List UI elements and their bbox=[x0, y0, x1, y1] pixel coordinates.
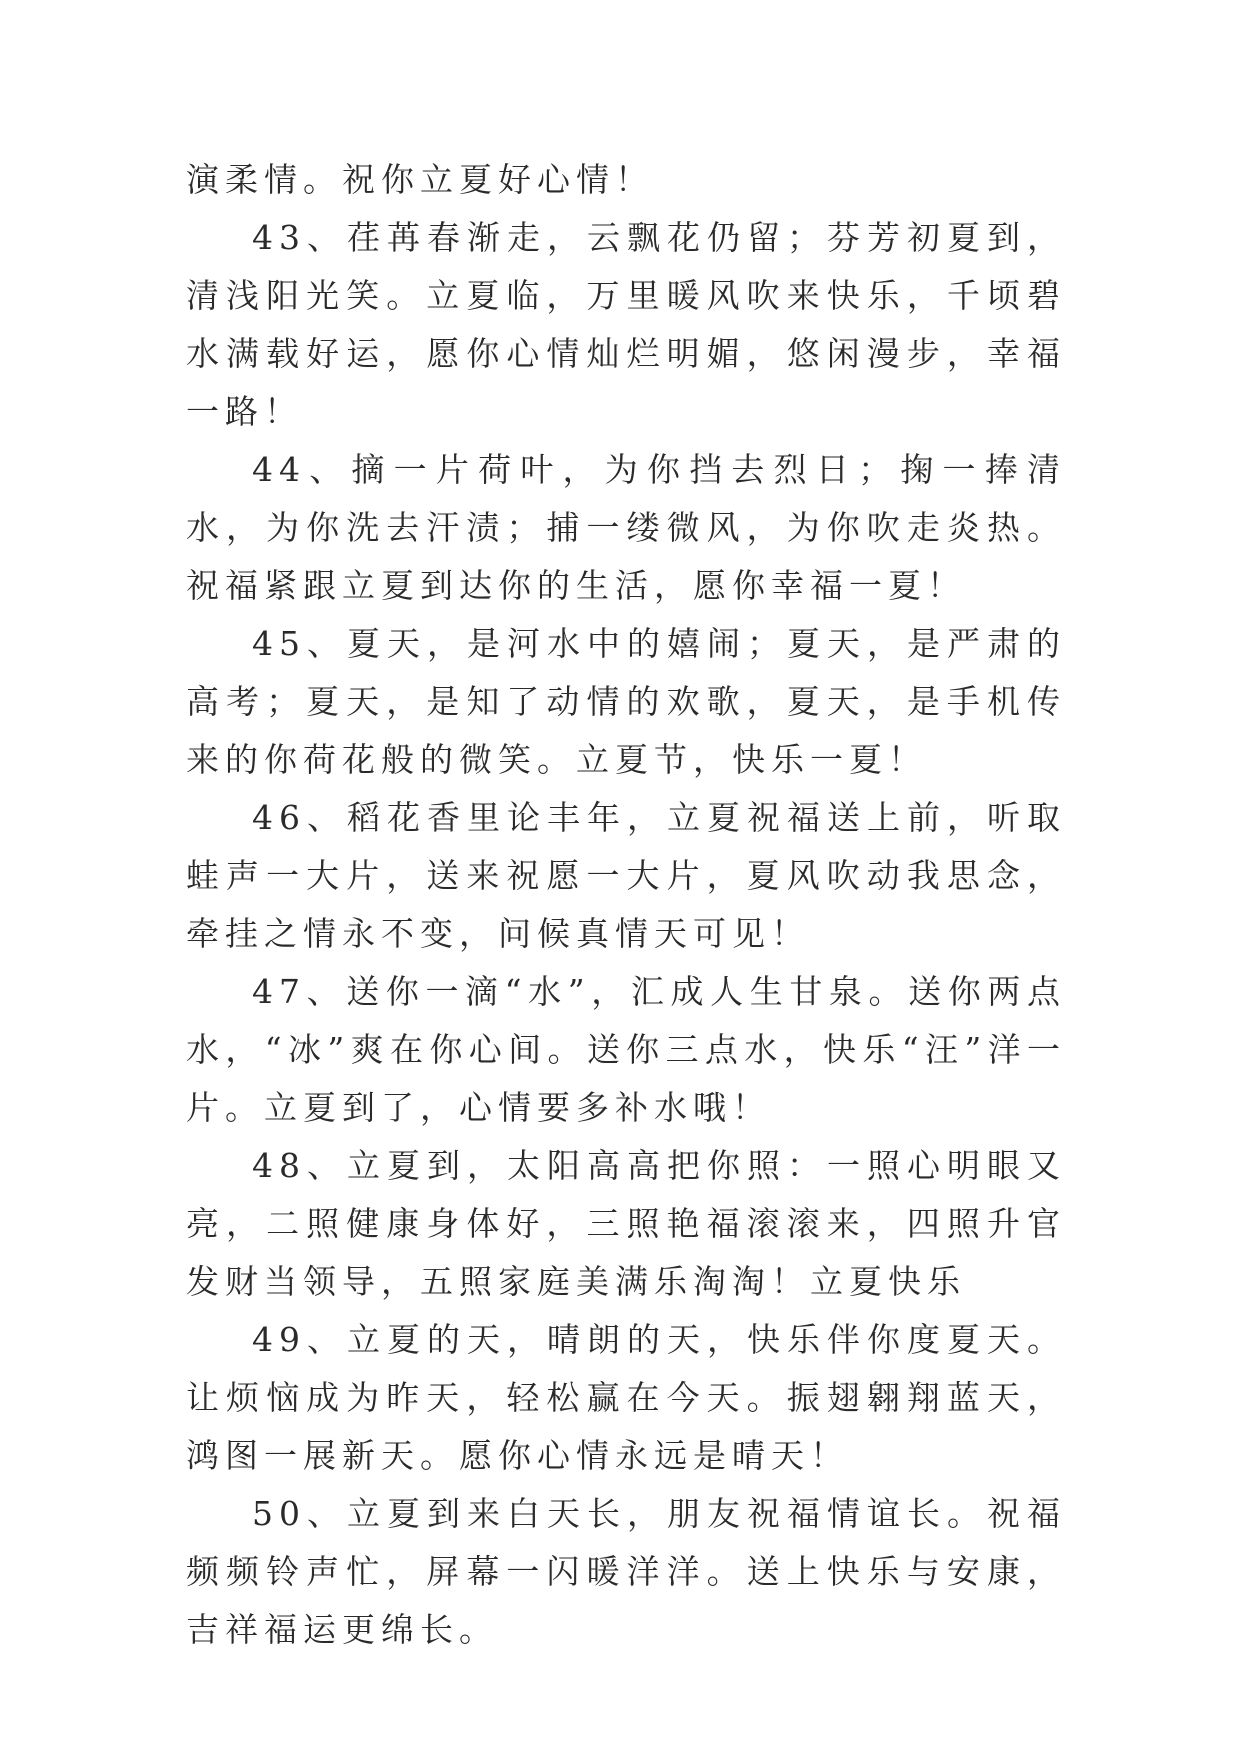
paragraph-45: 45、夏天，是河水中的嬉闹；夏天，是严肃的高考；夏天，是知了动情的欢歌，夏天，是手机传来的你荷花般的微笑。立夏节，快乐一夏！ bbox=[186, 624, 1066, 779]
paragraph-50: 50、立夏到来白天长，朋友祝福情谊长。祝福频频铃声忙，屏幕一闪暖洋洋。送上快乐与安康，吉祥福运更绵长。 bbox=[186, 1494, 1066, 1649]
paragraph-49: 49、立夏的天，晴朗的天，快乐伴你度夏天。让烦恼成为昨天，轻松赢在今天。振翅翱翔蓝天，鸿图一展新天。愿你心情永远是晴天！ bbox=[186, 1320, 1066, 1475]
paragraph-43: 43、荏苒春渐走，云飘花仍留；芬芳初夏到，清浅阳光笑。立夏临，万里暖风吹来快乐，千顷碧水满载好运，愿你心情灿烂明媚，悠闲漫步，幸福一路！ bbox=[186, 218, 1066, 431]
paragraph-44: 44、摘一片荷叶，为你挡去烈日；掬一捧清水，为你洗去汗渍；捕一缕微风，为你吹走炎热。祝福紧跟立夏到达你的生活，愿你幸福一夏！ bbox=[186, 450, 1066, 605]
paragraph-48: 48、立夏到，太阳高高把你照：一照心明眼又亮，二照健康身体好，三照艳福滚滚来，四照升官发财当领导，五照家庭美满乐淘淘！立夏快乐 bbox=[186, 1146, 1066, 1301]
paragraph-46: 46、稻花香里论丰年，立夏祝福送上前，听取蛙声一大片，送来祝愿一大片，夏风吹动我思念，牵挂之情永不变，问候真情天可见！ bbox=[186, 798, 1066, 953]
document-body bbox=[186, 151, 1066, 1659]
paragraph-continuation: 演柔情。祝你立夏好心情！ bbox=[186, 160, 654, 199]
paragraph-47: 47、送你一滴“水”，汇成人生甘泉。送你两点水，“冰”爽在你心间。送你三点水，快乐“汪”洋一片。立夏到了，心情要多补水哦！ bbox=[186, 972, 1066, 1127]
